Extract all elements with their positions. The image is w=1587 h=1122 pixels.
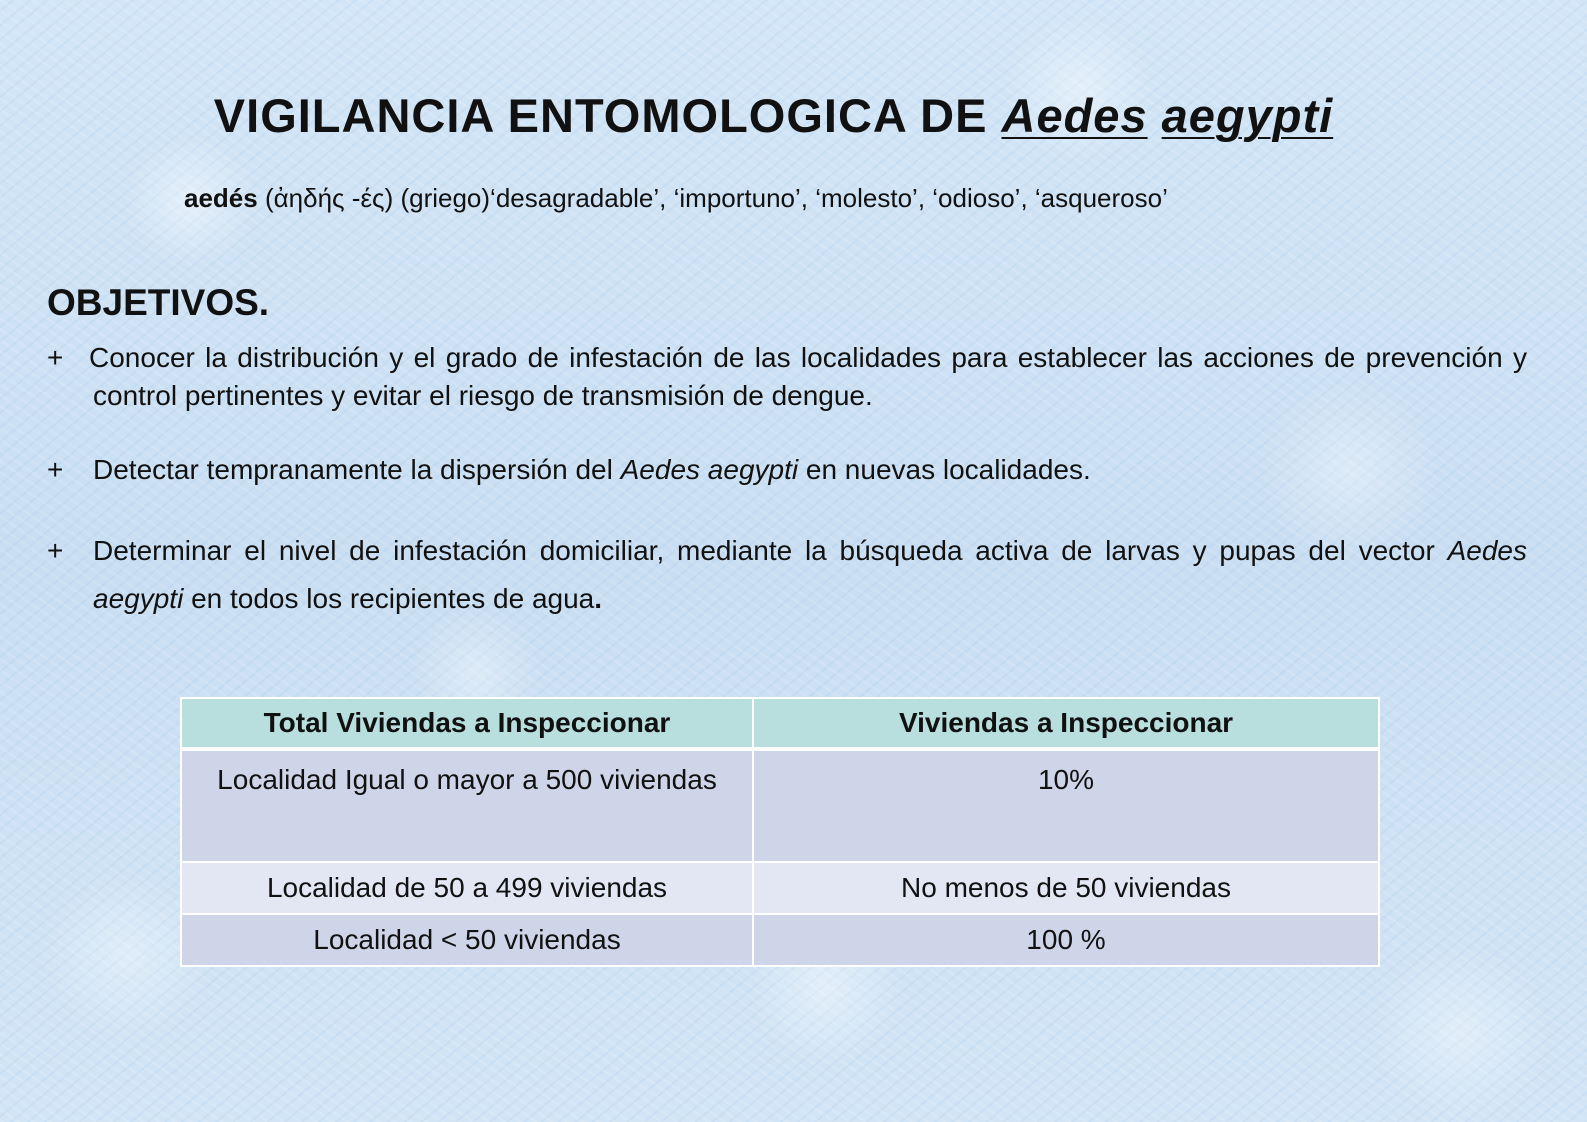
inspection-table xyxy=(180,697,1380,967)
table-row xyxy=(181,862,1379,914)
etymology-meaning: (ἀηδής -ές) (griego)‘desagradable’, ‘importuno’, ‘molesto’, ‘odioso’, ‘asqueroso’ xyxy=(257,183,1168,213)
objective-text-3 xyxy=(93,527,1527,623)
objective-3-species: Aedes aegypti xyxy=(93,535,1527,614)
objective-item-2 xyxy=(47,451,1527,489)
table-cell: No menos de 50 viviendas xyxy=(753,862,1379,914)
bullet-marker: + xyxy=(47,342,64,373)
table-cell: 100 % xyxy=(753,914,1379,966)
column-header-total: Total Viviendas a Inspeccionar xyxy=(181,698,753,749)
title-species: aegypti xyxy=(1161,89,1334,142)
bullet-marker: + xyxy=(47,535,64,566)
table-cell: Localidad < 50 viviendas xyxy=(181,914,753,966)
table-row xyxy=(181,914,1379,966)
column-header-viviendas: Viviendas a Inspeccionar xyxy=(753,698,1379,749)
table-row xyxy=(181,749,1379,862)
title-genus: Aedes xyxy=(1001,89,1148,142)
objective-3-text-after: en todos los recipientes de agua xyxy=(183,583,595,614)
etymology-word: aedés xyxy=(184,183,258,213)
objective-item-3 xyxy=(47,527,1527,623)
objectives-heading: OBJETIVOS. xyxy=(47,282,270,323)
bullet-marker: + xyxy=(47,454,64,485)
table-cell: Localidad de 50 a 499 viviendas xyxy=(181,862,753,914)
objective-item-1 xyxy=(47,339,1527,415)
etymology-line xyxy=(184,183,1168,214)
objective-text-1: Conocer la distribución y el grado de infestación de las localidades para establecer las acciones de prevención y control pertinentes y evitar el riesgo de transmisión de dengue. xyxy=(89,342,1527,411)
objective-2-species: Aedes aegypti xyxy=(620,454,799,485)
objective-2-text-after: en nuevas localidades. xyxy=(798,454,1091,485)
objective-text-2 xyxy=(93,451,1527,489)
objective-2-text-before: Detectar tempranamente la dispersión del xyxy=(93,454,621,485)
table-header-row xyxy=(181,698,1379,749)
objective-3-period: . xyxy=(594,583,603,614)
page-title xyxy=(0,88,1547,143)
title-main-text: VIGILANCIA ENTOMOLOGICA DE xyxy=(213,89,1002,142)
table-cell: 10% xyxy=(753,749,1379,862)
table-cell: Localidad Igual o mayor a 500 viviendas xyxy=(181,749,753,862)
objective-3-text-before: Determinar el nivel de infestación domiciliar, mediante la búsqueda activa de larvas y pupas del vector xyxy=(93,535,1448,566)
